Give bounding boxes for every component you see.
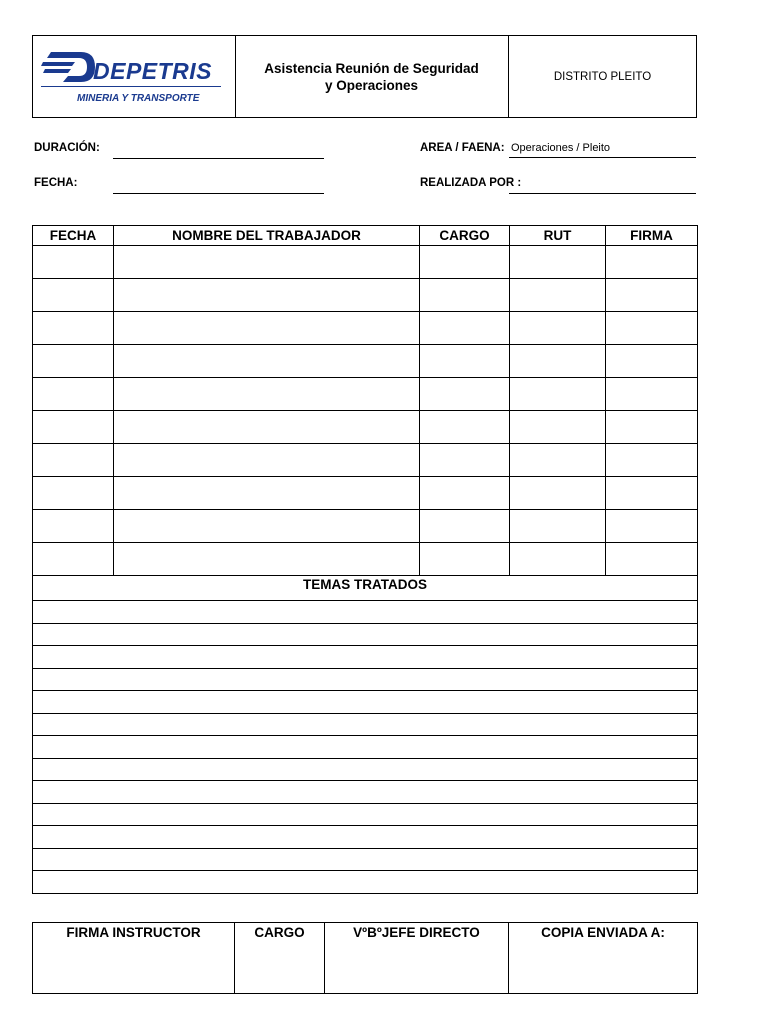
- attendance-cell-rut[interactable]: [510, 444, 606, 477]
- attendance-cell-nombre[interactable]: [114, 345, 420, 378]
- document-title: Asistencia Reunión de Seguridad y Operaciones: [235, 36, 509, 117]
- topic-row: [33, 848, 698, 871]
- attendance-cell-cargo[interactable]: [420, 543, 510, 576]
- realizada-por-field[interactable]: [509, 179, 696, 194]
- attendance-row: [33, 279, 698, 312]
- copia-enviada-cell[interactable]: COPIA ENVIADA A:: [509, 923, 698, 994]
- logo-cell: [33, 36, 236, 117]
- realizada-por-label: REALIZADA POR :: [420, 177, 522, 189]
- attendance-header-row: [33, 226, 698, 246]
- logo-subtitle: MINERIA Y TRANSPORTE: [77, 93, 200, 104]
- topic-row: [33, 758, 698, 781]
- document-header: [32, 35, 697, 118]
- col-header-fecha: FECHA: [33, 226, 114, 246]
- attendance-cell-nombre[interactable]: [114, 510, 420, 543]
- topic-line[interactable]: [33, 826, 698, 849]
- attendance-cell-nombre[interactable]: [114, 378, 420, 411]
- attendance-cell-cargo[interactable]: [420, 477, 510, 510]
- attendance-row: [33, 444, 698, 477]
- area-faena-field[interactable]: Operaciones / Pleito: [509, 142, 696, 158]
- duracion-label: DURACIÓN:: [34, 142, 100, 154]
- topic-row: [33, 691, 698, 714]
- topic-line[interactable]: [33, 871, 698, 894]
- topic-row: [33, 646, 698, 669]
- attendance-cell-firma[interactable]: [606, 543, 698, 576]
- attendance-row: [33, 411, 698, 444]
- col-header-rut: RUT: [510, 226, 606, 246]
- signature-table: [32, 922, 698, 994]
- col-header-nombre: NOMBRE DEL TRABAJADOR: [114, 226, 420, 246]
- area-faena-label: AREA / FAENA:: [420, 142, 505, 154]
- attendance-cell-rut[interactable]: [510, 378, 606, 411]
- attendance-cell-cargo[interactable]: [420, 510, 510, 543]
- attendance-cell-cargo[interactable]: [420, 279, 510, 312]
- topic-row: [33, 781, 698, 804]
- col-header-firma: FIRMA: [606, 226, 698, 246]
- attendance-cell-firma[interactable]: [606, 246, 698, 279]
- topic-row: [33, 826, 698, 849]
- topic-line[interactable]: [33, 713, 698, 736]
- attendance-cell-rut[interactable]: [510, 312, 606, 345]
- attendance-cell-nombre[interactable]: [114, 312, 420, 345]
- attendance-cell-firma[interactable]: [606, 444, 698, 477]
- district-label: DISTRITO PLEITO: [553, 70, 652, 83]
- attendance-cell-rut[interactable]: [510, 345, 606, 378]
- attendance-row: [33, 477, 698, 510]
- attendance-cell-fecha[interactable]: [33, 543, 114, 576]
- attendance-cell-rut[interactable]: [510, 543, 606, 576]
- attendance-cell-cargo[interactable]: [420, 411, 510, 444]
- topic-line[interactable]: [33, 781, 698, 804]
- attendance-cell-firma[interactable]: [606, 378, 698, 411]
- attendance-cell-nombre[interactable]: [114, 444, 420, 477]
- topic-row: [33, 803, 698, 826]
- logo-wordmark: DEPETRIS: [93, 58, 213, 84]
- attendance-row: [33, 345, 698, 378]
- topic-line[interactable]: [33, 668, 698, 691]
- attendance-cell-firma[interactable]: [606, 279, 698, 312]
- attendance-row: [33, 543, 698, 576]
- topic-line[interactable]: [33, 736, 698, 759]
- attendance-cell-nombre[interactable]: [114, 246, 420, 279]
- attendance-cell-rut[interactable]: [510, 411, 606, 444]
- attendance-cell-rut[interactable]: [510, 246, 606, 279]
- topic-line[interactable]: [33, 803, 698, 826]
- attendance-cell-firma[interactable]: [606, 477, 698, 510]
- col-header-cargo: CARGO: [420, 226, 510, 246]
- attendance-cell-firma[interactable]: [606, 510, 698, 543]
- attendance-row: [33, 246, 698, 279]
- topic-line[interactable]: [33, 691, 698, 714]
- attendance-cell-rut[interactable]: [510, 477, 606, 510]
- attendance-cell-cargo[interactable]: [420, 246, 510, 279]
- topic-row: [33, 623, 698, 646]
- logo-rule: [41, 86, 221, 87]
- attendance-cell-rut[interactable]: [510, 510, 606, 543]
- vb-jefe-directo-cell[interactable]: VºBºJEFE DIRECTO: [325, 923, 509, 994]
- topic-row: [33, 736, 698, 759]
- cargo-cell[interactable]: CARGO: [235, 923, 325, 994]
- attendance-cell-firma[interactable]: [606, 411, 698, 444]
- topic-line[interactable]: [33, 758, 698, 781]
- firma-instructor-cell[interactable]: FIRMA INSTRUCTOR: [33, 923, 235, 994]
- attendance-cell-fecha[interactable]: [33, 279, 114, 312]
- attendance-cell-fecha[interactable]: [33, 411, 114, 444]
- fecha-field[interactable]: [113, 179, 324, 194]
- topics-header-row: [33, 576, 698, 601]
- attendance-table: [32, 225, 698, 894]
- topic-row: [33, 601, 698, 624]
- signature-row: [33, 923, 698, 994]
- fecha-label: FECHA:: [34, 177, 78, 189]
- attendance-row: [33, 312, 698, 345]
- attendance-cell-fecha[interactable]: [33, 345, 114, 378]
- attendance-row: [33, 378, 698, 411]
- attendance-cell-cargo[interactable]: [420, 378, 510, 411]
- attendance-cell-nombre[interactable]: [114, 477, 420, 510]
- attendance-cell-fecha[interactable]: [33, 444, 114, 477]
- depetris-logo-icon: [41, 50, 97, 84]
- attendance-cell-nombre[interactable]: [114, 411, 420, 444]
- attendance-cell-fecha[interactable]: [33, 246, 114, 279]
- attendance-cell-firma[interactable]: [606, 312, 698, 345]
- attendance-cell-nombre[interactable]: [114, 543, 420, 576]
- topic-line[interactable]: [33, 623, 698, 646]
- attendance-cell-fecha[interactable]: [33, 312, 114, 345]
- attendance-cell-fecha[interactable]: [33, 378, 114, 411]
- topic-row: [33, 668, 698, 691]
- attendance-cell-fecha[interactable]: [33, 477, 114, 510]
- attendance-cell-cargo[interactable]: [420, 444, 510, 477]
- attendance-cell-rut[interactable]: [510, 279, 606, 312]
- topic-row: [33, 871, 698, 894]
- topics-heading: TEMAS TRATADOS: [33, 576, 698, 601]
- attendance-row: [33, 510, 698, 543]
- topic-line[interactable]: [33, 601, 698, 624]
- attendance-cell-nombre[interactable]: [114, 279, 420, 312]
- topic-row: [33, 713, 698, 736]
- topic-line[interactable]: [33, 646, 698, 669]
- topic-line[interactable]: [33, 848, 698, 871]
- attendance-cell-cargo[interactable]: [420, 312, 510, 345]
- attendance-cell-cargo[interactable]: [420, 345, 510, 378]
- duracion-field[interactable]: [113, 144, 324, 159]
- attendance-cell-fecha[interactable]: [33, 510, 114, 543]
- attendance-cell-firma[interactable]: [606, 345, 698, 378]
